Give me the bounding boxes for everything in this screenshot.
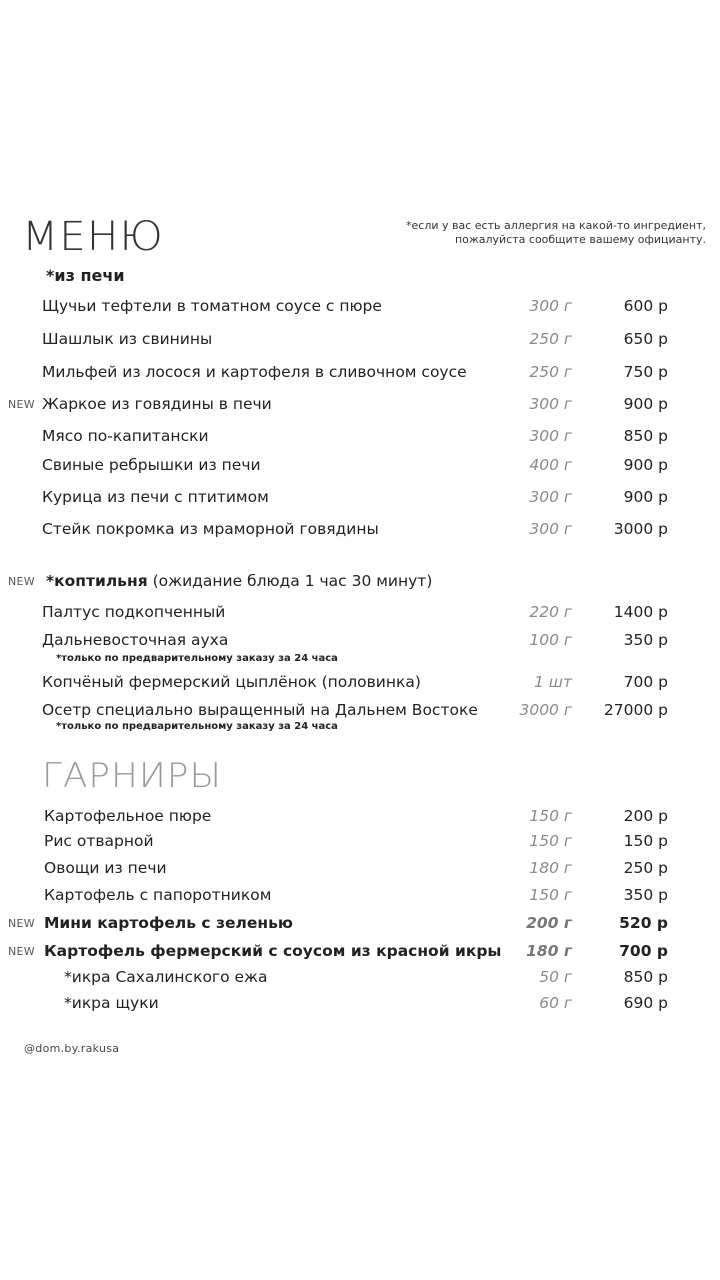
menu-item <box>0 966 720 988</box>
menu-item <box>0 486 720 508</box>
item-weight: 50 г <box>539 968 572 986</box>
page-title: МЕНЮ <box>22 214 164 260</box>
menu-item <box>0 295 720 317</box>
section-smoke-heading <box>0 570 720 592</box>
item-name: Стейк покромка из мраморной говядины <box>42 520 379 538</box>
new-badge: NEW <box>8 917 35 930</box>
new-badge: NEW <box>8 398 35 411</box>
section-smoke-wait-note: (ожидание блюда 1 час 30 минут) <box>147 572 433 590</box>
item-name: Мильфей из лосося и картофеля в сливочном соусе <box>42 363 467 381</box>
item-price: 350 р <box>623 631 668 649</box>
menu-item <box>0 884 720 906</box>
item-weight: 180 г <box>529 859 572 877</box>
allergy-note <box>376 219 706 247</box>
menu-item <box>0 830 720 852</box>
item-name: Картофель фермерский с соусом из красной икры <box>44 942 502 960</box>
menu-item <box>0 671 720 693</box>
menu-item <box>0 328 720 350</box>
menu-item <box>0 699 720 721</box>
item-name: Дальневосточная ауха <box>42 631 229 649</box>
menu-item <box>0 992 720 1014</box>
item-price: 150 р <box>623 832 668 850</box>
item-name: Свиные ребрышки из печи <box>42 456 261 474</box>
item-name: Копчёный фермерский цыплёнок (половинка) <box>42 673 421 691</box>
item-price: 600 р <box>623 297 668 315</box>
item-name: Жаркое из говядины в печи <box>42 395 272 413</box>
item-name: *икра Сахалинского ежа <box>64 968 268 986</box>
item-weight: 100 г <box>529 631 572 649</box>
menu-item <box>0 518 720 540</box>
item-weight: 1 шт <box>533 673 572 691</box>
menu-item <box>0 393 720 415</box>
section-smoke-label: *коптильня <box>46 572 148 590</box>
item-weight: 180 г <box>526 942 572 960</box>
item-price: 900 р <box>623 395 668 413</box>
instagram-handle: @dom.by.rakusa <box>24 1042 120 1055</box>
item-price: 750 р <box>623 363 668 381</box>
item-name: *икра щуки <box>64 994 159 1012</box>
menu-item <box>0 857 720 879</box>
item-weight: 300 г <box>529 297 572 315</box>
item-weight: 220 г <box>529 603 572 621</box>
allergy-line-2: пожалуйста сообщите вашему официанту. <box>454 233 706 246</box>
item-price: 900 р <box>623 456 668 474</box>
item-weight: 150 г <box>529 886 572 904</box>
section-oven-label: *из печи <box>46 266 125 285</box>
item-weight: 300 г <box>529 520 572 538</box>
item-price: 250 р <box>623 859 668 877</box>
item-price: 1400 р <box>613 603 668 621</box>
menu-item <box>0 454 720 476</box>
new-badge: NEW <box>8 575 35 588</box>
item-weight: 60 г <box>539 994 572 1012</box>
allergy-line-1: *если у вас есть аллергия на какой-то ингредиент, <box>406 219 706 232</box>
item-weight: 3000 г <box>519 701 572 719</box>
item-name: Осетр специально выращенный на Дальнем Востоке <box>42 701 478 719</box>
item-name: Мини картофель с зеленью <box>44 914 293 932</box>
menu-item <box>0 425 720 447</box>
menu-item <box>0 912 720 934</box>
menu-item <box>0 601 720 623</box>
section-oven-heading <box>46 266 125 285</box>
item-name: Овощи из печи <box>44 859 167 877</box>
item-price: 350 р <box>623 886 668 904</box>
item-price: 520 р <box>619 914 668 932</box>
item-price: 27000 р <box>603 701 668 719</box>
item-name: Щучьи тефтели в томатном соусе с пюре <box>42 297 382 315</box>
section-sides-title: ГАРНИРЫ <box>42 756 223 796</box>
item-price: 900 р <box>623 488 668 506</box>
item-name: Картофельное пюре <box>44 807 212 825</box>
item-name: Мясо по-капитански <box>42 427 209 445</box>
menu-item <box>0 361 720 383</box>
item-name: Шашлык из свинины <box>42 330 213 348</box>
item-price: 650 р <box>623 330 668 348</box>
item-weight: 150 г <box>529 832 572 850</box>
item-weight: 300 г <box>529 395 572 413</box>
item-price: 690 р <box>623 994 668 1012</box>
menu-item <box>0 629 720 651</box>
item-price: 3000 р <box>613 520 668 538</box>
new-badge: NEW <box>8 945 35 958</box>
item-weight: 250 г <box>529 330 572 348</box>
item-name: Картофель с папоротником <box>44 886 272 904</box>
item-price: 850 р <box>623 968 668 986</box>
item-weight: 300 г <box>529 427 572 445</box>
preorder-note: *только по предварительному заказу за 24 часа <box>56 653 338 664</box>
item-weight: 200 г <box>526 914 572 932</box>
item-price: 850 р <box>623 427 668 445</box>
item-name: Палтус подкопченный <box>42 603 226 621</box>
item-weight: 250 г <box>529 363 572 381</box>
section-smoke-title <box>46 570 432 592</box>
item-price: 700 р <box>623 673 668 691</box>
item-name: Рис отварной <box>44 832 154 850</box>
menu-item <box>0 940 720 962</box>
item-weight: 300 г <box>529 488 572 506</box>
item-price: 200 р <box>623 807 668 825</box>
menu-item <box>0 805 720 827</box>
item-price: 700 р <box>619 942 668 960</box>
item-weight: 150 г <box>529 807 572 825</box>
preorder-note: *только по предварительному заказу за 24 часа <box>56 721 338 732</box>
item-weight: 400 г <box>529 456 572 474</box>
item-name: Курица из печи с птитимом <box>42 488 269 506</box>
